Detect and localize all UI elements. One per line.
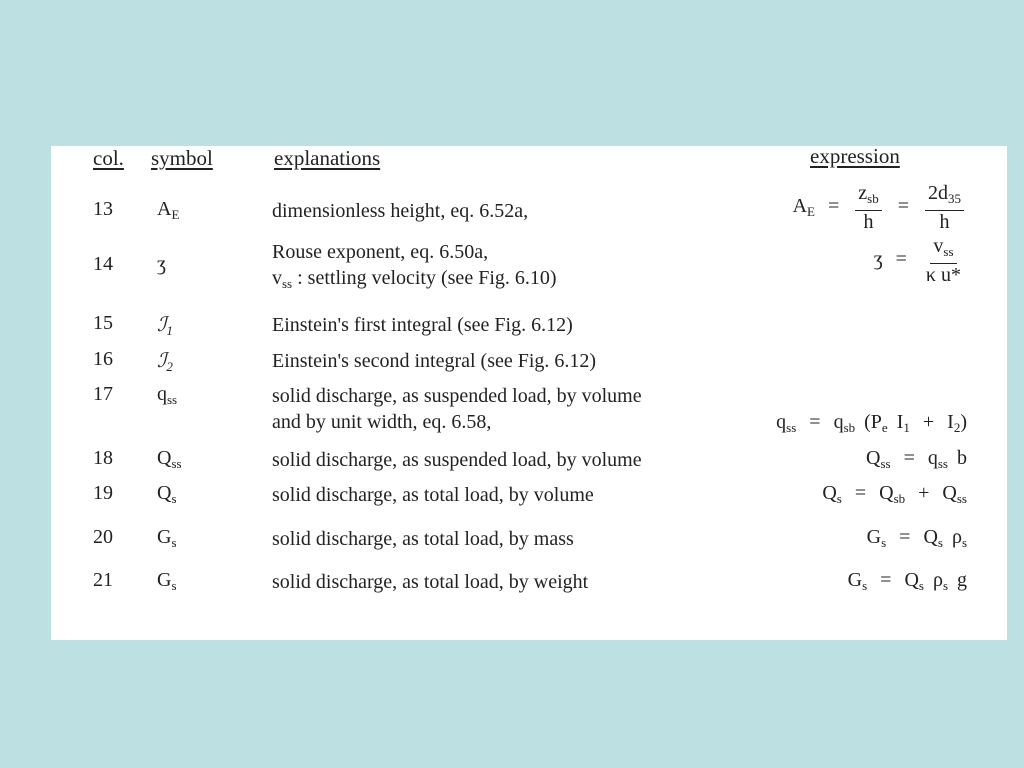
row-explanation: Rouse exponent, eq. 6.50a, $v_{ss}$ : settling velocity (see Fig. 6.10) — [272, 241, 557, 291]
row-col-number: 13 — [93, 198, 113, 220]
row-col-number: 21 — [93, 569, 113, 591]
row-expression: ʒ = $\frac{v_{ss}}{\text{κ u*}}$ — [873, 235, 961, 286]
row-symbol: ℐ$_2$ — [157, 350, 173, 374]
row-explanation: solid discharge, as total load, by volume — [272, 484, 594, 506]
row-col-number: 17 — [93, 383, 113, 405]
row-col-number: 16 — [93, 348, 113, 370]
row-symbol: $Q_s$ — [157, 482, 177, 506]
header-symbol: symbol — [151, 146, 213, 170]
row-explanation: dimensionless height, eq. 6.52a, — [272, 200, 529, 222]
row-explanation: Einstein's second integral (see Fig. 6.12) — [272, 350, 597, 372]
row-col-number: 20 — [93, 526, 113, 548]
row-symbol: $Q_{ss}$ — [157, 447, 182, 471]
row-expression: $q_{ss} = q_{sb}$ ($P_e$ $I_1 + I_2$) — [776, 411, 967, 435]
row-col-number: 14 — [93, 253, 113, 275]
row-expression: $G_s = Q_s$ $\rho_s$ g — [847, 569, 967, 593]
row-explanation: solid discharge, as suspended load, by volume and by unit width, eq. 6.58, — [272, 385, 642, 433]
row-symbol: $G_s$ — [157, 569, 177, 593]
row-symbol: ʒ — [157, 253, 166, 275]
row-symbol: $q_{ss}$ — [157, 383, 178, 407]
row-col-number: 18 — [93, 447, 113, 469]
header-explanations: explanations — [274, 146, 381, 170]
row-explanation: Einstein's first integral (see Fig. 6.12) — [272, 314, 573, 336]
row-symbol: $A_E$ — [157, 198, 180, 222]
row-expression: $G_s = Q_s$ $\rho_s$ — [866, 526, 967, 550]
row-explanation: solid discharge, as total load, by weight — [272, 571, 589, 593]
row-expression: $A_E$ = $\frac{z_{sb}}{h}$ = $\frac{2d_{35}}{h}$ — [793, 182, 967, 233]
row-expression: $Q_s = Q_{sb} + Q_{ss}$ — [822, 482, 967, 506]
row-col-number: 19 — [93, 482, 113, 504]
row-symbol: ℐ$_1$ — [157, 314, 173, 338]
row-explanation: solid discharge, as total load, by mass — [272, 528, 574, 550]
row-col-number: 15 — [93, 312, 113, 334]
header-expression: expression — [810, 144, 900, 168]
row-symbol: $G_s$ — [157, 526, 177, 550]
notation-table — [51, 146, 1007, 640]
header-col: col. — [93, 146, 124, 170]
row-expression: $Q_{ss} = q_{ss}$ b — [866, 447, 967, 471]
row-explanation: solid discharge, as suspended load, by volume — [272, 449, 642, 471]
